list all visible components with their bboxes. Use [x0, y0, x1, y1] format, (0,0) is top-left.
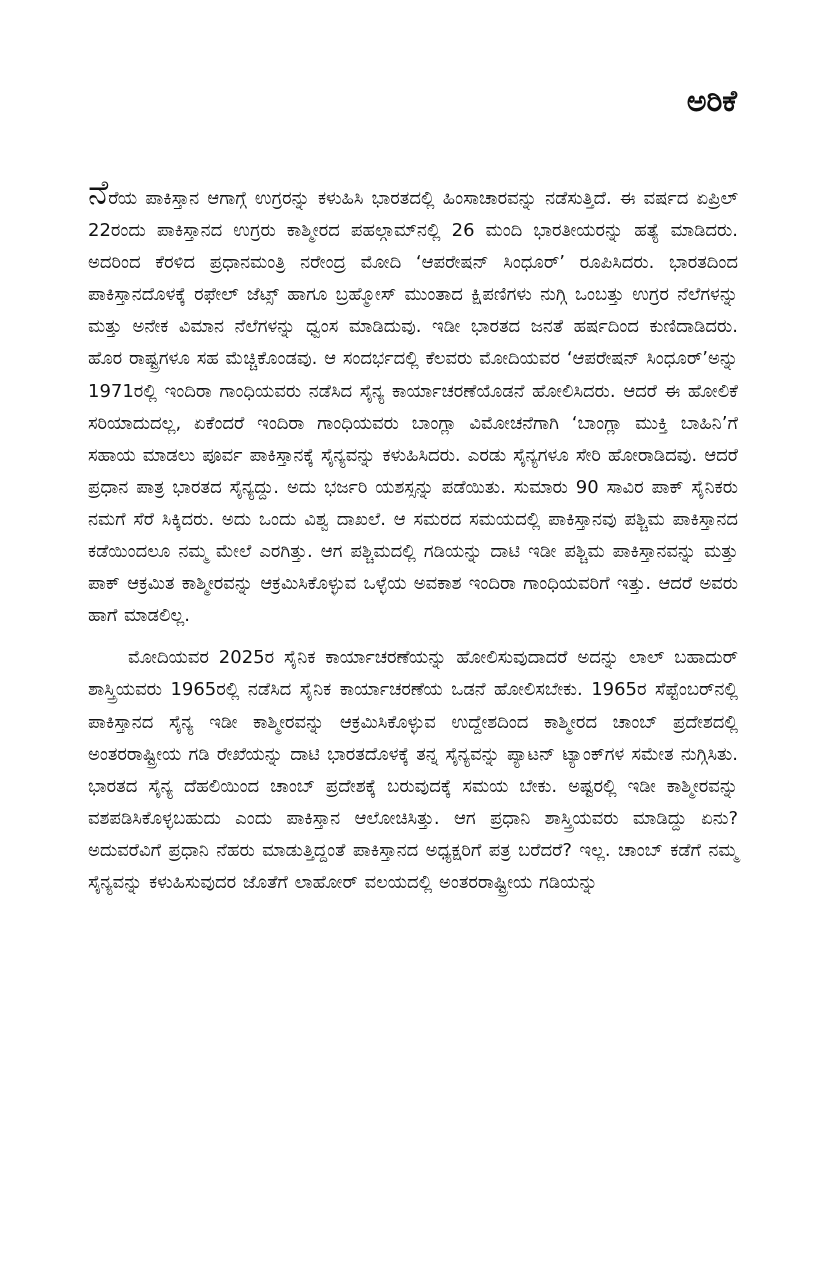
paragraph-1 [88, 173, 738, 632]
paragraph-1-text: ರೆಯ ಪಾಕಿಸ್ತಾನ ಆಗಾಗ್ಗೆ ಉಗ್ರರನ್ನು ಕಳುಹಿಸಿ ಭಾರತದಲ್ಲಿ ಹಿಂಸಾಚಾರವನ್ನು ನಡೆಸುತ್ತಿದೆ. ಈ ವರ್ಷದ ಏಪ್ರಿಲ್ 22ರಂದು ಪಾಕಿಸ್ತಾನದ ಉಗ್ರರು ಕಾಶ್ಮೀರದ ಪಹಲ್ಗಾಮ್‌ನಲ್ಲಿ 26 ಮಂದಿ ಭಾರತೀಯರನ್ನು ಹತ್ಯೆ ಮಾಡಿದರು. ಅದರಿಂದ ಕೆರಳಿದ ಪ್ರಧಾನಮಂತ್ರಿ ನರೇಂದ್ರ ಮೋದಿ ‘ಆಪರೇಷನ್ ಸಿಂಧೂರ್’ ರೂಪಿಸಿದರು. ಭಾರತದಿಂದ ಪಾಕಿಸ್ತಾನದೊಳಕ್ಕೆ ರಫೇಲ್ ಜೆಟ್ಸ್ ಹಾಗೂ ಬ್ರಹ್ಮೋಸ್ ಮುಂತಾದ ಕ್ಷಿಪಣಿಗಳು ನುಗ್ಗಿ ಒಂಬತ್ತು ಉಗ್ರರ ನೆಲೆಗಳನ್ನು ಮತ್ತು ಅನೇಕ ವಿಮಾನ ನೆಲೆಗಳನ್ನು ಧ್ವಂಸ ಮಾಡಿದುವು. ಇಡೀ ಭಾರತದ ಜನತೆ ಹರ್ಷದಿಂದ ಕುಣಿದಾಡಿದರು. ಹೊರ ರಾಷ್ಟ್ರಗಳೂ ಸಹ ಮೆಚ್ಚಿಕೊಂಡವು. ಆ ಸಂದರ್ಭದಲ್ಲಿ ಕೆಲವರು ಮೋದಿಯವರ ‘ಆಪರೇಷನ್ ಸಿಂಧೂರ್’ಅನ್ನು 1971ರಲ್ಲಿ ಇಂದಿರಾ ಗಾಂಧಿಯವರು ನಡೆಸಿದ ಸೈನ್ಯ ಕಾರ್ಯಾಚರಣೆಯೊಡನೆ ಹೋಲಿಸಿದರು. ಆದರೆ ಈ ಹೋಲಿಕೆ ಸರಿಯಾದುದಲ್ಲ, ಏಕೆಂದರೆ ಇಂದಿರಾ ಗಾಂಧಿಯವರು ಬಾಂಗ್ಲಾ ವಿಮೋಚನೆಗಾಗಿ ‘ಬಾಂಗ್ಲಾ ಮುಕ್ತಿ ಬಾಹಿನಿ’ಗೆ ಸಹಾಯ ಮಾಡಲು ಪೂರ್ವ ಪಾಕಿಸ್ತಾನಕ್ಕೆ ಸೈನ್ಯವನ್ನು ಕಳುಹಿಸಿದರು. ಎರಡು ಸೈನ್ಯಗಳೂ ಸೇರಿ ಹೋರಾಡಿದವು. ಆದರೆ ಪ್ರಧಾನ ಪಾತ್ರ ಭಾರತದ ಸೈನ್ಯದ್ದು. ಅದು ಭರ್ಜರಿ ಯಶಸ್ಸನ್ನು ಪಡೆಯಿತು. ಸುಮಾರು 90 ಸಾವಿರ ಪಾಕ್ ಸೈನಿಕರು ನಮಗೆ ಸೆರೆ ಸಿಕ್ಕಿದರು. ಅದು ಒಂದು ವಿಶ್ವ ದಾಖಲೆ. ಆ ಸಮರದ ಸಮಯದಲ್ಲಿ ಪಾಕಿಸ್ತಾನವು ಪಶ್ಚಿಮ ಪಾಕಿಸ್ತಾನದ ಕಡೆಯಿಂದಲೂ ನಮ್ಮ ಮೇಲೆ ಎರಗಿತ್ತು. ಆಗ ಪಶ್ಚಿಮದಲ್ಲಿ ಗಡಿಯನ್ನು ದಾಟಿ ಇಡೀ ಪಶ್ಚಿಮ ಪಾಕಿಸ್ತಾನವನ್ನು ಮತ್ತು ಪಾಕ್ ಆಕ್ರಮಿತ ಕಾಶ್ಮೀರವನ್ನು ಆಕ್ರಮಿಸಿಕೊಳ್ಳುವ ಒಳ್ಳೆಯ ಅವಕಾಶ ಇಂದಿರಾ ಗಾಂಧಿಯವರಿಗೆ ಇತ್ತು. ಆದರೆ ಅವರು ಹಾಗೆ ಮಾಡಲಿಲ್ಲ. [88, 188, 738, 627]
drop-cap: ನೆ [88, 173, 109, 213]
chapter-title: ಅರಿಕೆ [686, 84, 737, 119]
paragraph-2-text: ಮೋದಿಯವರ 2025ರ ಸೈನಿಕ ಕಾರ್ಯಾಚರಣೆಯನ್ನು ಹೋಲಿಸುವುದಾದರೆ ಅದನ್ನು ಲಾಲ್ ಬಹಾದುರ್ ಶಾಸ್ತ್ರಿಯವರು 1965ರಲ್ಲಿ ನಡೆಸಿದ ಸೈನಿಕ ಕಾರ್ಯಾಚರಣೆಯ ಒಡನೆ ಹೋಲಿಸಬೇಕು. 1965ರ ಸೆಪ್ಟೆಂಬರ್‌ನಲ್ಲಿ ಪಾಕಿಸ್ತಾನದ ಸೈನ್ಯ ಇಡೀ ಕಾಶ್ಮೀರವನ್ನು ಆಕ್ರಮಿಸಿಕೊಳ್ಳುವ ಉದ್ದೇಶದಿಂದ ಕಾಶ್ಮೀರದ ಚಾಂಬ್ ಪ್ರದೇಶದಲ್ಲಿ ಅಂತರರಾಷ್ಟ್ರೀಯ ಗಡಿ ರೇಖೆಯನ್ನು ದಾಟಿ ಭಾರತದೊಳಕ್ಕೆ ತನ್ನ ಸೈನ್ಯವನ್ನು ಪ್ಯಾಟನ್ ಟ್ಯಾಂಕ್‌ಗಳ ಸಮೇತ ನುಗ್ಗಿಸಿತು. ಭಾರತದ ಸೈನ್ಯ ದೆಹಲಿಯಿಂದ ಚಾಂಬ್ ಪ್ರದೇಶಕ್ಕೆ ಬರುವುದಕ್ಕೆ ಸಮಯ ಬೇಕು. ಅಷ್ಟರಲ್ಲಿ ಇಡೀ ಕಾಶ್ಮೀರವನ್ನು ವಶಪಡಿಸಿಕೊಳ್ಳಬಹುದು ಎಂದು ಪಾಕಿಸ್ತಾನ ಆಲೋಚಿಸಿತ್ತು. ಆಗ ಪ್ರಧಾನಿ ಶಾಸ್ತ್ರಿಯವರು ಮಾಡಿದ್ದು ಏನು? ಅದುವರೆವಿಗೆ ಪ್ರಧಾನಿ ನೆಹರು ಮಾಡುತ್ತಿದ್ದಂತೆ ಪಾಕಿಸ್ತಾನದ ಅಧ್ಯಕ್ಷರಿಗೆ ಪತ್ರ ಬರೆದರೆ? ಇಲ್ಲ. ಚಾಂಬ್ ಕಡೆಗೆ ನಮ್ಮ ಸೈನ್ಯವನ್ನು ಕಳುಹಿಸುವುದರ ಜೊತೆಗೆ ಲಾಹೋರ್ ವಲಯದಲ್ಲಿ ಅಂತರರಾಷ್ಟ್ರೀಯ ಗಡಿಯನ್ನು [88, 647, 738, 893]
body-text [88, 173, 738, 899]
paragraph-2 [88, 642, 738, 899]
